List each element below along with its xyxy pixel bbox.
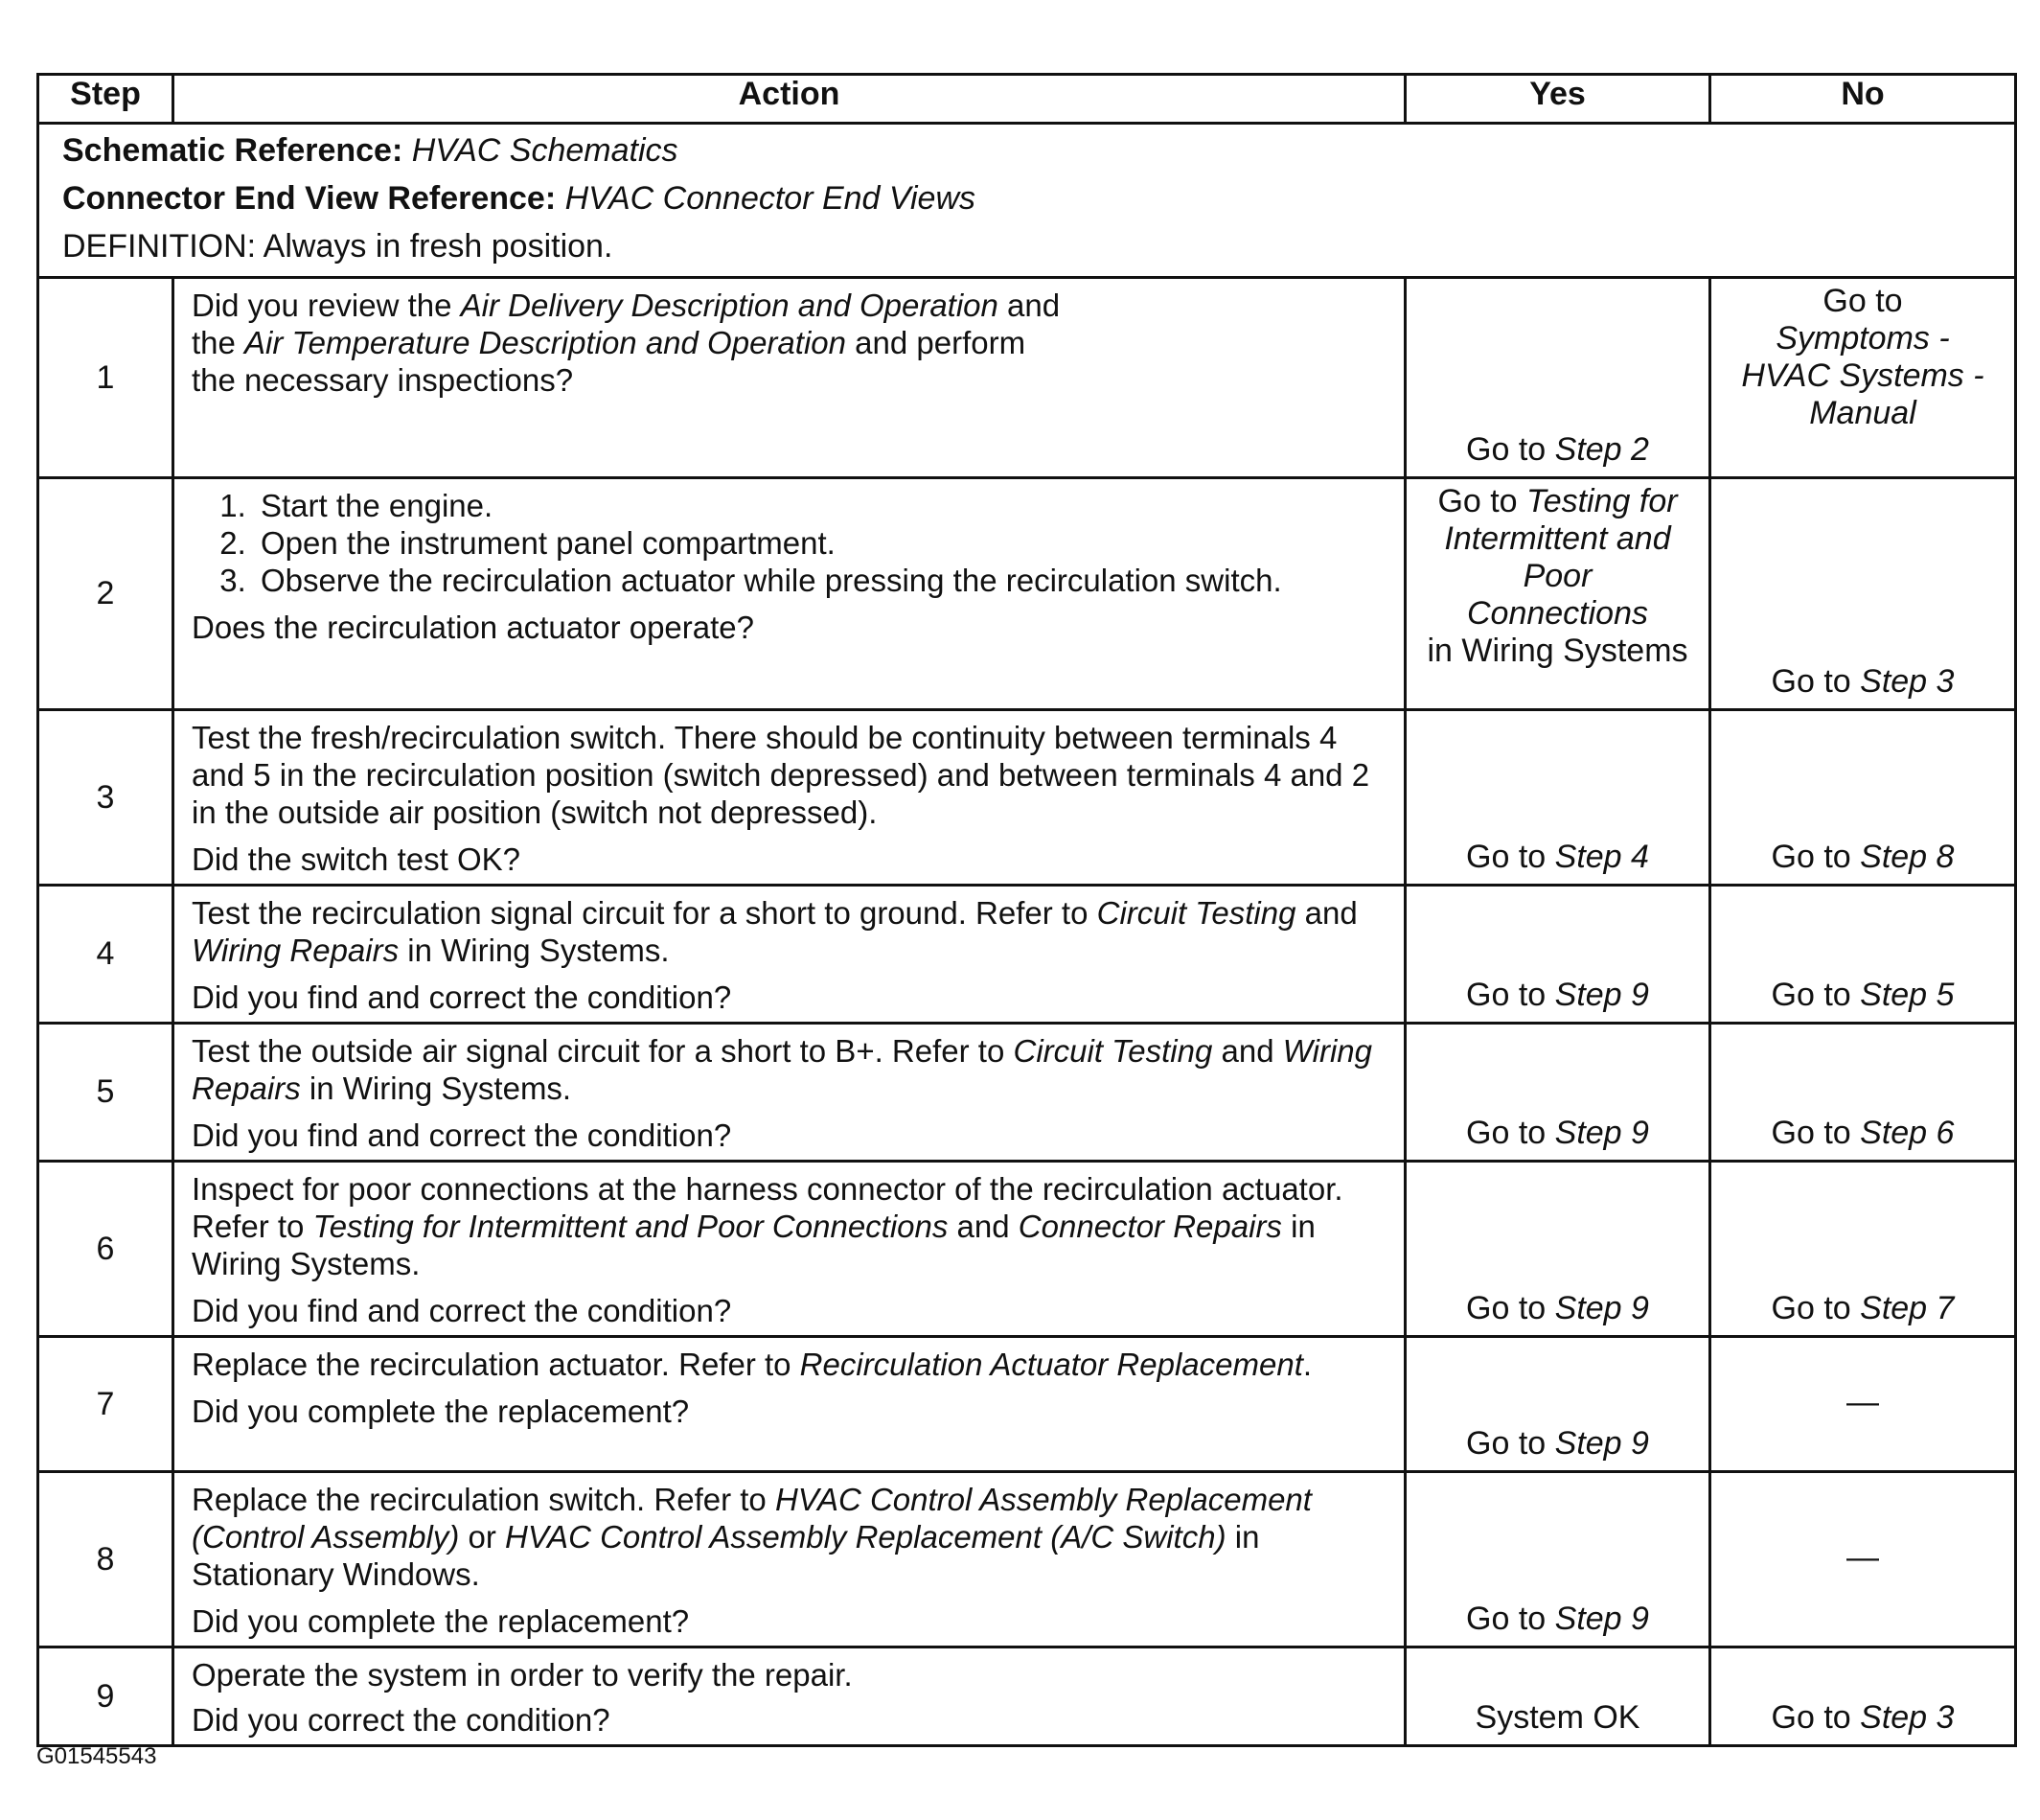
step-number: 3 xyxy=(38,710,173,886)
table-row xyxy=(38,1472,2016,1647)
yes-cell: Go to Testing for Intermittent and Poor Connections in Wiring Systems xyxy=(1406,478,1710,710)
question: Did you find and correct the condition? xyxy=(192,1293,732,1328)
schematic-label: Schematic Reference: xyxy=(62,132,403,169)
table-row xyxy=(38,1337,2016,1472)
action-cell: Test the recirculation signal circuit for a short to ground. Refer to Circuit Testing and Wiring Repairs in Wiring Systems. Did you find and correct the condition? xyxy=(173,886,1406,1024)
action-cell: Test the fresh/recirculation switch. There should be continuity between terminals 4 and 5 in the recirculation position (switch depressed) and between terminals 4 and 2 in the outside air position (switch not depressed). Did the switch test OK? xyxy=(173,710,1406,886)
no-cell: Go to Step 3 xyxy=(1710,1647,2016,1746)
question: Did you correct the condition? xyxy=(192,1702,610,1738)
step-number: 5 xyxy=(38,1024,173,1162)
yes-cell: Go to Step 9 xyxy=(1406,1472,1710,1647)
action-cell: Operate the system in order to verify the repair. Did you correct the condition? xyxy=(173,1647,1406,1746)
step-number: 4 xyxy=(38,886,173,1024)
no-cell: Go to Symptoms - HVAC Systems - Manual xyxy=(1710,278,2016,478)
step-number: 9 xyxy=(38,1647,173,1746)
no-cell: Go to Step 8 xyxy=(1710,710,2016,886)
table-row xyxy=(38,478,2016,710)
no-cell: Go to Step 6 xyxy=(1710,1024,2016,1162)
procedure-list xyxy=(192,487,1387,599)
header-step: Step xyxy=(38,75,173,124)
no-cell: Go to Step 5 xyxy=(1710,886,2016,1024)
question: Did you find and correct the condition? xyxy=(192,979,732,1015)
table-row xyxy=(38,1024,2016,1162)
table-row xyxy=(38,278,2016,478)
header-no: No xyxy=(1710,75,2016,124)
no-cell: — xyxy=(1710,1472,2016,1647)
table-row xyxy=(38,710,2016,886)
list-item: 3. Observe the recirculation actuator while pressing the recirculation switch. xyxy=(255,562,1387,599)
yes-cell: Go to Step 9 xyxy=(1406,1024,1710,1162)
question: Does the recirculation actuator operate? xyxy=(192,610,755,645)
connector-reference xyxy=(62,174,2014,222)
table-row xyxy=(38,1162,2016,1337)
figure-id: G01545543 xyxy=(36,1743,157,1769)
no-cell: Go to Step 7 xyxy=(1710,1162,2016,1337)
step-number: 8 xyxy=(38,1472,173,1647)
step-number: 6 xyxy=(38,1162,173,1337)
header-yes: Yes xyxy=(1406,75,1710,124)
step-number: 1 xyxy=(38,278,173,478)
yes-cell: Go to Step 4 xyxy=(1406,710,1710,886)
connector-value: HVAC Connector End Views xyxy=(564,180,975,217)
table-row xyxy=(38,1647,2016,1746)
yes-cell: Go to Step 2 xyxy=(1406,278,1710,478)
list-item: 1. Start the engine. xyxy=(255,487,1387,524)
action-cell: Replace the recirculation switch. Refer to HVAC Control Assembly Replacement (Control Assembly) or HVAC Control Assembly Replacement (A/C Switch) in Stationary Windows. Did you complete the replacement? xyxy=(173,1472,1406,1647)
connector-label: Connector End View Reference: xyxy=(62,180,557,217)
list-item: 2. Open the instrument panel compartment. xyxy=(255,524,1387,562)
action-cell: Test the outside air signal circuit for a short to B+. Refer to Circuit Testing and Wiring Repairs in Wiring Systems. Did you find and correct the condition? xyxy=(173,1024,1406,1162)
question: Did you complete the replacement? xyxy=(192,1603,690,1639)
table-row xyxy=(38,886,2016,1024)
header-row xyxy=(38,75,2016,124)
action-cell: Replace the recirculation actuator. Refer to Recirculation Actuator Replacement. Did you complete the replacement? xyxy=(173,1337,1406,1472)
yes-cell: System OK xyxy=(1406,1647,1710,1746)
schematic-value: HVAC Schematics xyxy=(411,132,678,169)
question: Did you find and correct the condition? xyxy=(192,1117,732,1153)
step-number: 2 xyxy=(38,478,173,710)
yes-cell: Go to Step 9 xyxy=(1406,1337,1710,1472)
no-cell: Go to Step 3 xyxy=(1710,478,2016,710)
yes-cell: Go to Step 9 xyxy=(1406,886,1710,1024)
question: Did the switch test OK? xyxy=(192,841,520,877)
action-cell: Inspect for poor connections at the harness connector of the recirculation actuator. Refer to Testing for Intermittent and Poor Connections and Connector Repairs in Wiring Systems. Did you find and correct the condition? xyxy=(173,1162,1406,1337)
action-cell: Did you review the Air Delivery Description and Operation and the Air Temperature Description and Operation and perform the necessary inspections? xyxy=(173,278,1406,478)
schematic-reference xyxy=(62,127,2014,174)
definition: DEFINITION: Always in fresh position. xyxy=(62,228,613,265)
action-cell xyxy=(173,478,1406,710)
yes-cell: Go to Step 9 xyxy=(1406,1162,1710,1337)
no-cell: — xyxy=(1710,1337,2016,1472)
header-action: Action xyxy=(173,75,1406,124)
reference-row xyxy=(38,124,2016,278)
diagnostic-table xyxy=(36,73,2017,1747)
reference-cell xyxy=(38,124,2016,278)
question: Did you complete the replacement? xyxy=(192,1394,690,1429)
step-number: 7 xyxy=(38,1337,173,1472)
